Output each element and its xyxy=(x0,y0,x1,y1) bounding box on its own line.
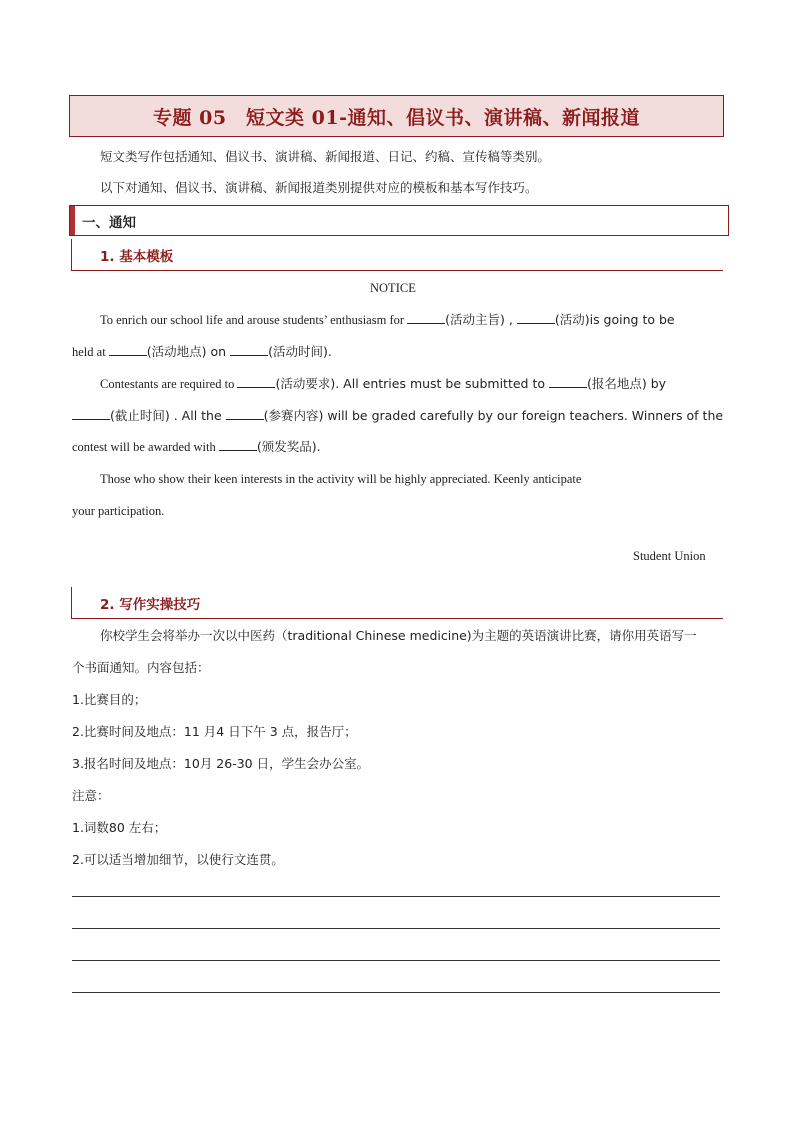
notice-signature: Student Union xyxy=(633,549,706,563)
subheading-writing-practice xyxy=(71,587,723,619)
section-marker xyxy=(70,206,75,235)
answer-line xyxy=(72,960,720,961)
fill-blank xyxy=(230,344,268,356)
template-paragraph-3-line-1: Those who show their keen interests in the activity will be highly appreciated. Keenly anticipate xyxy=(100,472,582,486)
template-paragraph-3-line-2: your participation. xyxy=(72,504,165,518)
fill-blank xyxy=(219,439,257,451)
task-item-1: 1.比赛目的； xyxy=(72,692,147,707)
task-line-2: 个书面通知。内容包括： xyxy=(72,660,210,675)
template-paragraph-2-line-2: (截止时间) . All the (参赛内容) will be graded carefully by our foreign teachers. Winners of the xyxy=(72,408,723,424)
section-heading-label: 一、通知 xyxy=(82,214,136,231)
template-paragraph-2-line-3: contest will be awarded with (颁发奖品). xyxy=(72,439,321,454)
subheading-basic-template xyxy=(71,239,723,271)
answer-line xyxy=(72,896,720,897)
subheading-label: 2. 写作实操技巧 xyxy=(100,596,201,613)
section-heading-notice xyxy=(69,205,729,236)
intro-line-2: 以下对通知、倡议书、演讲稿、新闻报道类别提供对应的模板和基本写作技巧。 xyxy=(100,180,538,195)
page-title-text: 专题 05 短文类 01-通知、倡议书、演讲稿、新闻报道 xyxy=(153,106,640,129)
subheading-label: 1. 基本模板 xyxy=(100,248,174,265)
fill-blank xyxy=(72,408,110,420)
template-paragraph-2-line-1: Contestants are required to (活动要求). All entries must be submitted to (报名地点) by xyxy=(100,376,667,391)
template-paragraph-1-line-2: held at (活动地点) on (活动时间). xyxy=(72,344,332,359)
answer-line xyxy=(72,992,720,993)
task-note-1: 1.词数80 左右； xyxy=(72,820,167,835)
task-item-3: 3.报名时间及地点：10月 26-30 日，学生会办公室。 xyxy=(72,756,370,771)
fill-blank xyxy=(549,376,587,388)
template-paragraph-1-line-1: To enrich our school life and arouse students’ enthusiasm for (活动主旨) , (活动)is going to be xyxy=(100,312,675,327)
answer-line xyxy=(72,928,720,929)
task-item-2: 2.比赛时间及地点：11 月4 日下午 3 点，报告厅； xyxy=(72,724,357,739)
fill-blank xyxy=(109,344,147,356)
fill-blank xyxy=(517,312,555,324)
task-note-label: 注意： xyxy=(72,788,110,803)
task-line-1: 你校学生会将举办一次以中医药（traditional Chinese medicine)为主题的英语演讲比赛，请你用英语写一 xyxy=(100,628,697,643)
fill-blank xyxy=(237,376,275,388)
intro-line-1: 短文类写作包括通知、倡议书、演讲稿、新闻报道、日记、约稿、宣传稿等类别。 xyxy=(100,149,551,164)
notice-heading: NOTICE xyxy=(370,281,416,295)
fill-blank xyxy=(226,408,264,420)
task-note-2: 2.可以适当增加细节，以使行文连贯。 xyxy=(72,852,284,867)
fill-blank xyxy=(407,312,445,324)
page-title xyxy=(69,95,724,137)
